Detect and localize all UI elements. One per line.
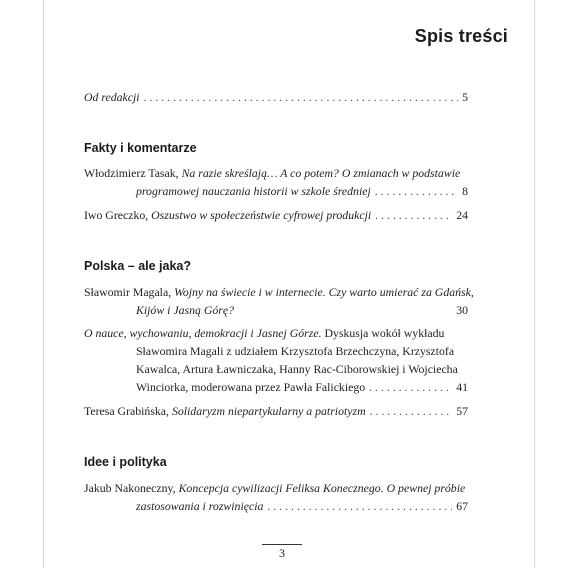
- entry-title: Wojny na świecie i w internecie. Czy warto umierać za Gdańsk,: [174, 285, 474, 299]
- page-number: 30: [456, 303, 468, 317]
- dot-leader: [375, 206, 452, 224]
- toc-entry-grabinska[interactable]: [84, 402, 468, 420]
- entry-title: Oszustwo w społeczeństwie cyfrowej produkcji: [151, 208, 372, 222]
- dot-leader: [144, 88, 459, 106]
- toc-entry-dyskusja-line1[interactable]: [84, 324, 444, 342]
- toc-entry-greczko[interactable]: [84, 206, 468, 224]
- toc-entry-magala-line2[interactable]: [136, 301, 468, 319]
- toc-entry-tasak-line2[interactable]: [136, 182, 468, 200]
- entry-author: Jakub Nakoneczny,: [84, 481, 179, 495]
- toc-entry-nakoneczny-line2[interactable]: [136, 497, 468, 515]
- entry-title-cont: Kijów i Jasną Górę?: [136, 303, 234, 317]
- entry-title: Solidaryzm niepartykularny a patriotyzm: [171, 404, 366, 418]
- dot-leader: [370, 402, 453, 420]
- toc-entry-nakoneczny-line1[interactable]: [84, 479, 465, 497]
- dot-leader: [369, 378, 452, 396]
- dot-leader: [267, 497, 452, 515]
- entry-author: Sławomir Magala,: [84, 285, 175, 299]
- entry-author: Iwo Greczko,: [84, 208, 152, 222]
- page-number: 24: [456, 208, 468, 222]
- entry-title: O nauce, wychowaniu, demokracji i Jasnej Górze.: [84, 326, 322, 340]
- entry-title: Od redakcji: [84, 90, 140, 104]
- entry-subtitle: Dyskusja wokół wykładu: [321, 326, 445, 340]
- section-heading-polska: Polska – ale jaka?: [84, 259, 192, 273]
- entry-title-cont: Winciorka, moderowana przez Pawła Falickiego: [136, 380, 366, 394]
- dot-leader: [375, 182, 458, 200]
- toc-entry-dyskusja-line3: Kawalca, Artura Ławniczaka, Hanny Rac-Ciborowskiej i Wojciecha: [136, 362, 458, 376]
- entry-author: Teresa Grabińska,: [84, 404, 172, 418]
- entry-title: Koncepcja cywilizacji Feliksa Konecznego. O pewnej próbie: [178, 481, 466, 495]
- toc-entry-dyskusja-line4[interactable]: [136, 378, 468, 396]
- page-number: 67: [456, 499, 468, 513]
- toc-entry-magala-line1[interactable]: [84, 283, 474, 301]
- entry-author: Włodzimierz Tasak,: [84, 166, 182, 180]
- page-title: Spis treści: [414, 26, 508, 46]
- page-number: 41: [456, 380, 468, 394]
- toc-entry-od-redakcji[interactable]: [84, 88, 468, 106]
- section-heading-fakty: Fakty i komentarze: [84, 141, 197, 155]
- folio-rule: [262, 544, 302, 545]
- toc-entry-tasak-line1[interactable]: [84, 164, 460, 182]
- entry-title: Na razie skreślają… A co potem? O zmianach w podstawie: [181, 166, 461, 180]
- page-number: 5: [462, 90, 468, 104]
- entry-title-cont: programowej nauczania historii w szkole średniej: [136, 184, 371, 198]
- toc-entry-dyskusja-line2: Sławomira Magali z udziałem Krzysztofa Brzechczyna, Krzysztofa: [136, 344, 455, 358]
- entry-title-cont: zastosowania i rozwinięcia: [136, 499, 264, 513]
- page-number: 8: [462, 184, 468, 198]
- folio-page-number: 3: [279, 546, 285, 560]
- page-number: 57: [456, 404, 468, 418]
- section-heading-idee: Idee i polityka: [84, 455, 167, 469]
